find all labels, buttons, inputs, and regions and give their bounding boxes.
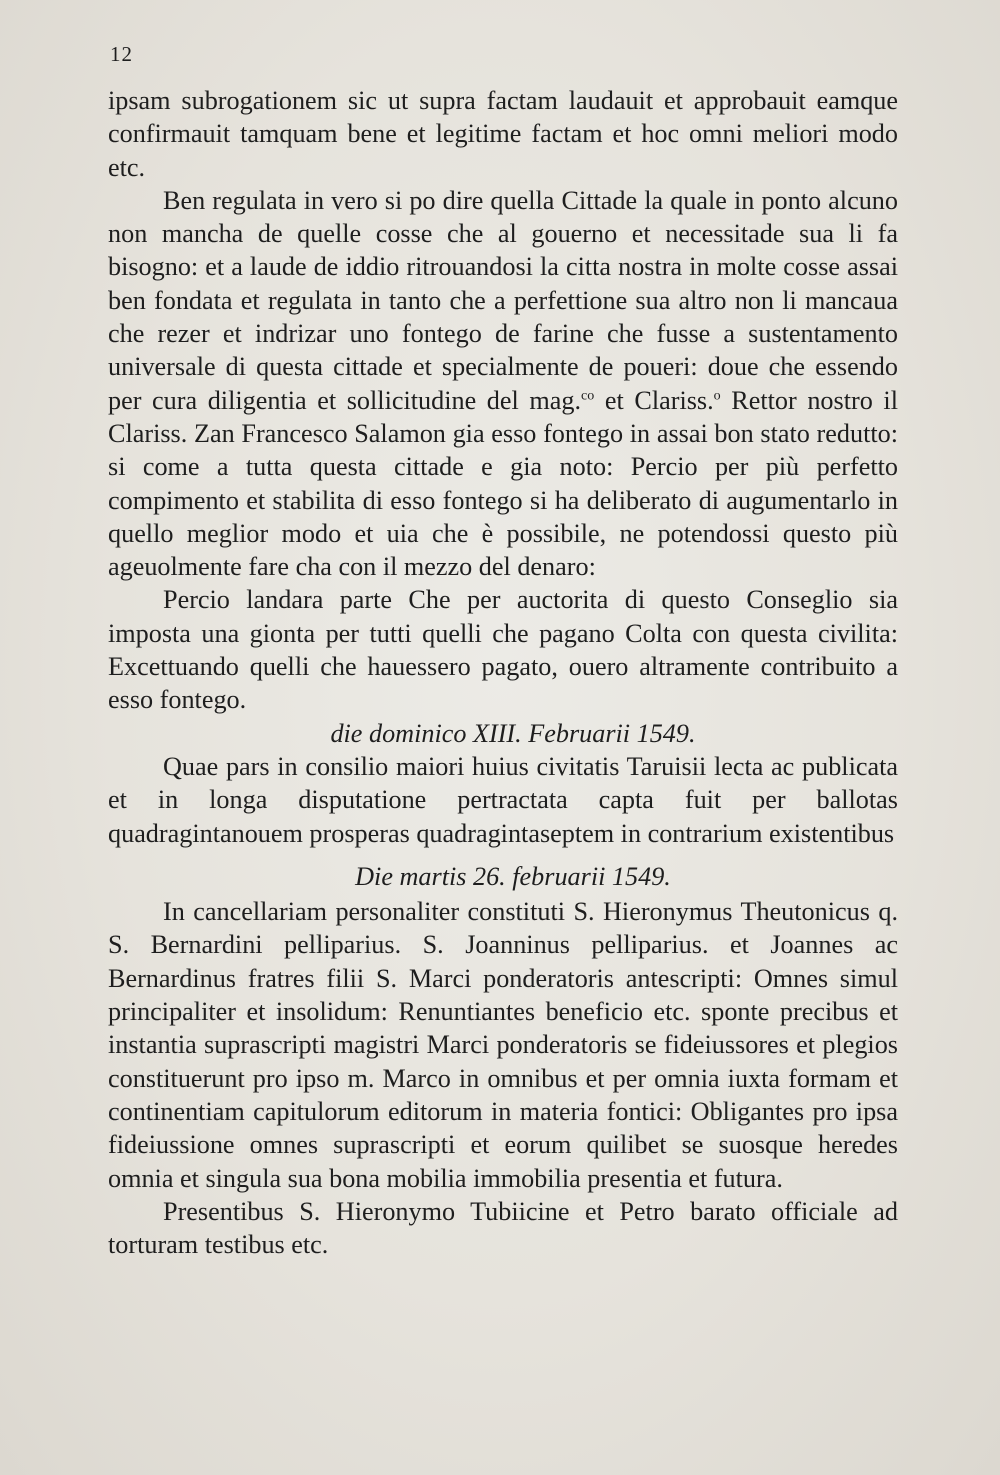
superscript-o: o: [713, 387, 721, 403]
paragraph-2-part-c: Rettor nostro il Clariss. Zan Francesco Salamon gia esso fontego in assai bon stato redutto: si come a tutta questa cittade e gia noto: Percio per più perfetto compimento et stabilita di esso fontego si ha deliberato di augumentarlo in quello meglior modo et uia che è possibile, ne potendossi questo più ageuolmente fare cha con il mezzo del denaro:: [108, 385, 898, 582]
paragraph-1: ipsam subrogationem sic ut supra factam laudauit et approbauit eamque confirmauit tamquam bene et legitime factam et hoc omni meliori modo etc.: [108, 86, 898, 182]
paragraph-2: [108, 184, 898, 584]
body-text: [108, 84, 898, 1261]
page-number: 12: [110, 42, 133, 66]
superscript-co: co: [581, 387, 595, 403]
paragraph-2-part-a: Ben regulata in vero si po dire quella Cittade la quale in ponto alcuno non mancha de quelle cosse che al gouerno et necessitade sua li fa bisogno: et a laude de iddio ritrouandosi la citta nostra in molte cosse assai ben fondata et regulata in tanto che a perfettione sua altro non li mancaua che rezer et indrizar uno fontego de farine che fusse a sustentamento universale di questa cittade et specialmente de poueri: doue che essendo per cura diligentia et sollicitudine del mag.: [108, 185, 898, 415]
date-heading-2: Die martis 26. februarii 1549.: [355, 861, 671, 891]
paragraph-5: In cancellariam personaliter constituti S. Hieronymus Theutonicus q. S. Bernardini pelliparius. S. Joanninus pelliparius. et Joannes ac Bernardinus fratres filii S. Marci ponderatoris antescripti: Omnes simul principaliter et insolidum: Renuntiantes beneficio etc. sponte precibus et instantia suprascripti magistri Marci ponderatoris se fideiussores et plegios constituerunt pro ipso m. Marco in omnibus et per omnia iuxta formam et continentiam capitulorum editorum in materia fontici: Obligantes pro ipsa fideiussione omnes suprascripti et eorum quilibet se suosque heredes omnia et singula sua bona mobilia immobilia presentia et futura.: [108, 897, 898, 1193]
paragraph-6: Presentibus S. Hieronymo Tubiicine et Petro barato officiale ad torturam testibus etc.: [108, 1196, 898, 1260]
paragraph-2-part-b: et Clariss.: [594, 385, 714, 415]
paragraph-4: Quae pars in consilio maiori huius civitatis Taruisii lecta ac publicata et in longa disputatione pertractata capta fuit per ballotas quadragintanouem prosperas quadragintaseptem in contrarium existentibus: [108, 751, 898, 848]
date-heading-1: die dominico XIII. Februarii 1549.: [330, 718, 696, 748]
paragraph-3: Percio landara parte Che per auctorita di questo Conseglio sia imposta una gionta per tutti quelli che pagano Colta con questa civilita: Excettuando quelli che hauessero pagato, ouero altramente contribuito a esso fontego.: [108, 585, 898, 715]
